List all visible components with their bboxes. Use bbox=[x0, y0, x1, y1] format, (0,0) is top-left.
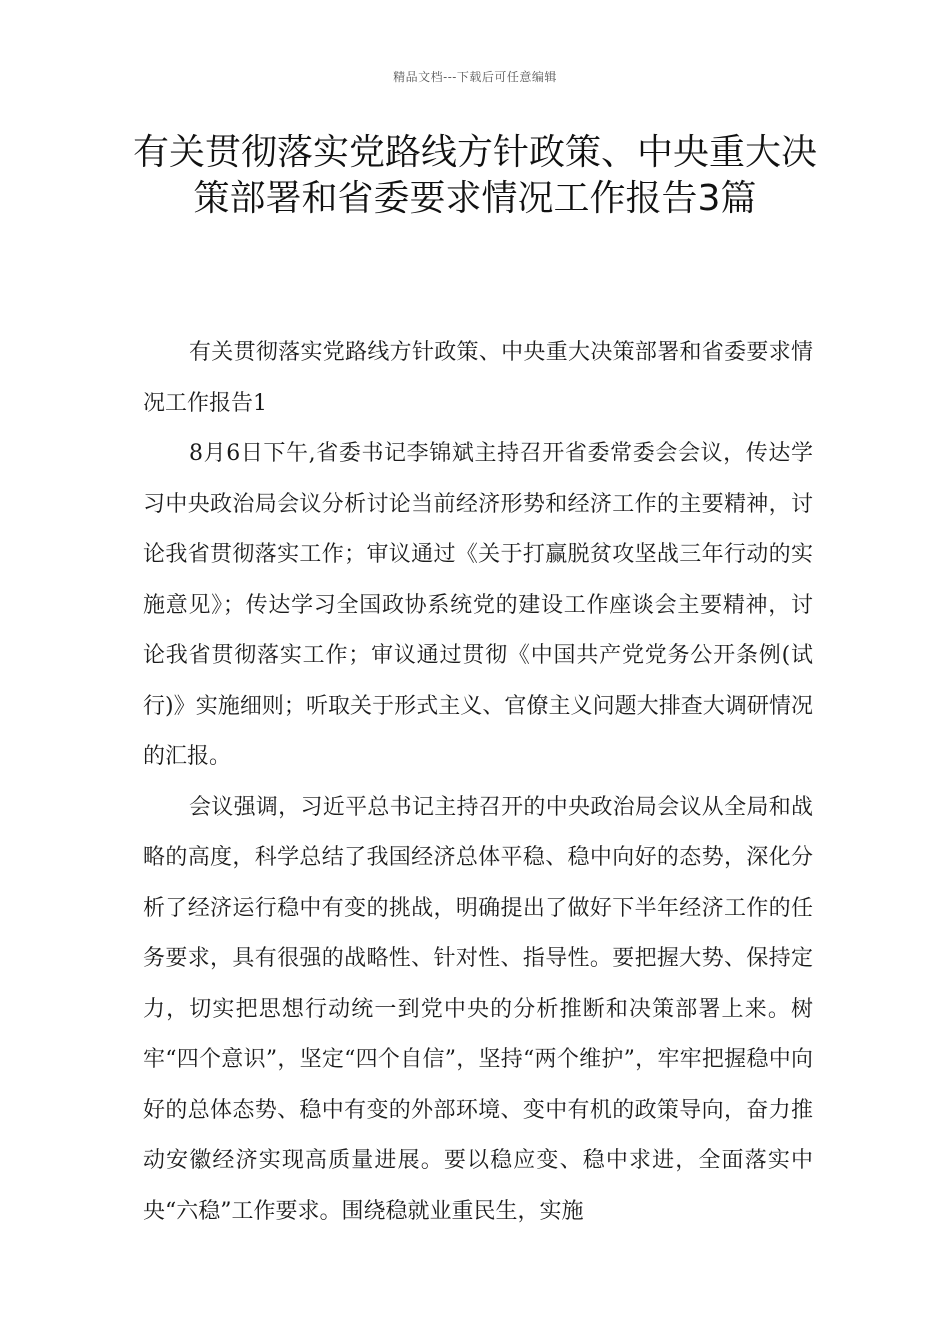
document-title: 有关贯彻落实党路线方针政策、中央重大决策部署和省委要求情况工作报告3篇 bbox=[132, 132, 817, 219]
header-note: 精品文档---下载后可任意编辑 bbox=[393, 70, 557, 84]
paragraph-meeting: 8月6日下午,省委书记李锦斌主持召开省委常委会会议，传达学习中央政治局会议分析讨论当前经济形势和经济工作的主要精神，讨论我省贯彻落实工作；审议通过《关于打赢脱贫攻坚战三年行动的实施意见》；传达学习全国政协系统党的建设工作座谈会主要精神，讨论我省贯彻落实工作；审议通过贯彻《中国共产党党务公开条例(试行)》实施细则；听取关于形式主义、官僚主义问题大排查大调研情况的汇报。 bbox=[143, 441, 813, 769]
paragraph-report-heading: 有关贯彻落实党路线方针政策、中央重大决策部署和省委要求情况工作报告1 bbox=[143, 340, 813, 416]
document-body bbox=[143, 328, 813, 1237]
paragraph-emphasis: 会议强调，习近平总书记主持召开的中央政治局会议从全局和战略的高度，科学总结了我国经济总体平稳、稳中向好的态势，深化分析了经济运行稳中有变的挑战，明确提出了做好下半年经济工作的任务要求，具有很强的战略性、针对性、指导性。要把握大势、保持定力，切实把思想行动统一到党中央的分析推断和决策部署上来。树牢“四个意识”，坚定“四个自信”，坚持“两个维护”，牢牢把握稳中向好的总体态势、稳中有变的外部环境、变中有机的政策导向，奋力推动安徽经济实现高质量进展。要以稳应变、稳中求进，全面落实中央“六稳”工作要求。围绕稳就业重民生，实施 bbox=[143, 794, 813, 1224]
